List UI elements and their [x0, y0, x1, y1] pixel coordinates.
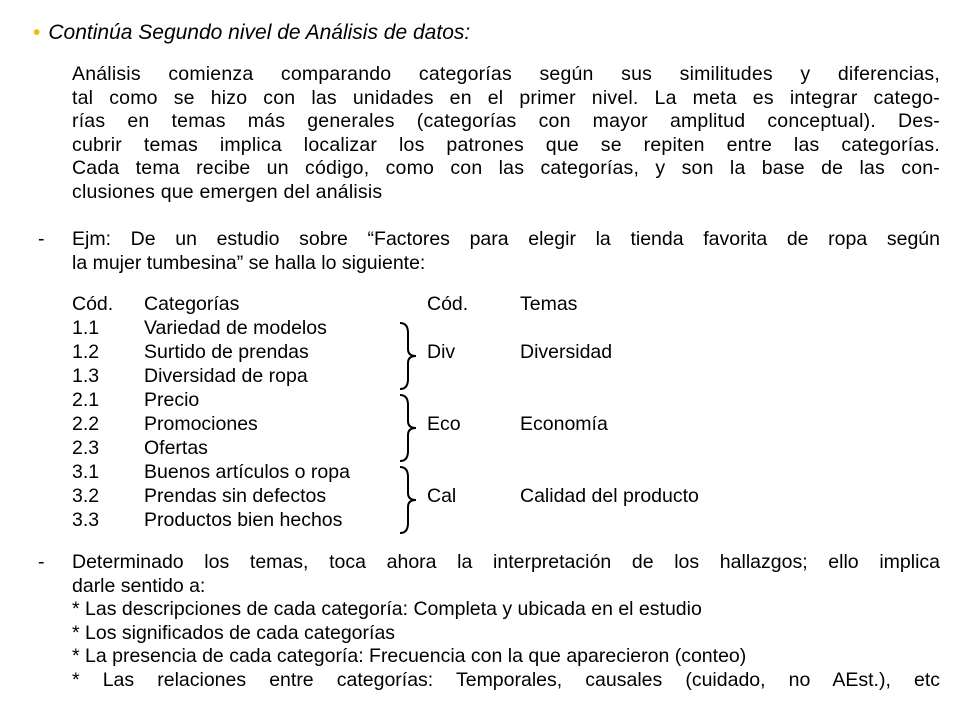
paragraph-line: rías en temas más generales (categorías con mayor amplitud conceptual). Des- — [72, 110, 940, 132]
header-theme: Temas — [520, 293, 578, 315]
row-category: Ofertas — [144, 437, 208, 459]
row-code: 1.3 — [72, 365, 100, 387]
row-category: Surtido de prendas — [144, 341, 309, 363]
header-category: Categorías — [144, 293, 240, 315]
interpretation-bullet: * Las descripciones de cada categoría: Completa y ubicada en el estudio — [72, 598, 702, 620]
row-code: 3.3 — [72, 509, 100, 531]
row-category: Productos bien hechos — [144, 509, 343, 531]
row-theme: Economía — [520, 413, 608, 435]
paragraph-line: cubrir temas implica localizar los patrones que se repiten entre las categorías. — [72, 133, 940, 156]
row-code: 2.3 — [72, 437, 100, 459]
row-theme-code: Cal — [427, 485, 457, 507]
interpretation-bullet: * Los significados de cada categorías — [72, 621, 396, 644]
row-theme-code: Div — [427, 341, 456, 363]
interpretation-bullet: * La presencia de cada categoría: Frecuencia con la que aparecieron (conteo) — [72, 645, 747, 667]
brace-icon — [398, 393, 422, 463]
dash-marker: - — [38, 228, 45, 250]
example-line: Ejm: De un estudio sobre “Factores para elegir la tienda favorita de ropa según — [72, 228, 940, 250]
paragraph-line: tal como se hizo con las unidades en el primer nivel. La meta es integrar catego- — [72, 86, 940, 109]
row-code: 1.1 — [72, 317, 100, 339]
brace-icon — [398, 465, 422, 535]
row-theme-code: Eco — [427, 413, 461, 435]
heading-text: Continúa Segundo nivel de Análisis de datos: — [48, 21, 471, 44]
dash-marker: - — [38, 551, 45, 573]
slide-heading — [33, 20, 470, 46]
paragraph-line: Análisis comienza comparando categorías según sus similitudes y diferencias, — [72, 63, 940, 85]
interpretation-line: Determinado los temas, toca ahora la interpretación de los hallazgos; ello implica — [72, 551, 940, 573]
header-theme-code: Cód. — [427, 293, 469, 315]
intro-paragraph — [72, 63, 940, 204]
row-category: Promociones — [144, 413, 258, 435]
row-category: Variedad de modelos — [144, 317, 327, 339]
row-code: 1.2 — [72, 341, 100, 363]
interpretation-line: darle sentido a: — [72, 574, 206, 597]
row-theme: Diversidad — [520, 341, 613, 363]
header-code: Cód. — [72, 293, 114, 315]
brace-icon — [398, 321, 422, 391]
paragraph-line: clusiones que emergen del análisis — [72, 180, 383, 203]
row-category: Precio — [144, 389, 200, 411]
example-line: la mujer tumbesina” se halla lo siguiente: — [72, 251, 426, 274]
interpretation-bullet: * Las relaciones entre categorías: Temporales, causales (cuidado, no AEst.), etc — [72, 668, 940, 691]
row-code: 2.1 — [72, 389, 100, 411]
row-theme: Calidad del producto — [520, 485, 699, 507]
paragraph-line: Cada tema recibe un código, como con las categorías, y son la base de las con- — [72, 157, 940, 179]
row-category: Prendas sin defectos — [144, 485, 327, 507]
row-code: 3.2 — [72, 485, 100, 507]
row-code: 3.1 — [72, 461, 100, 483]
row-category: Diversidad de ropa — [144, 365, 308, 387]
bullet-icon: • — [33, 21, 41, 44]
row-category: Buenos artículos o ropa — [144, 461, 350, 483]
row-code: 2.2 — [72, 413, 100, 435]
